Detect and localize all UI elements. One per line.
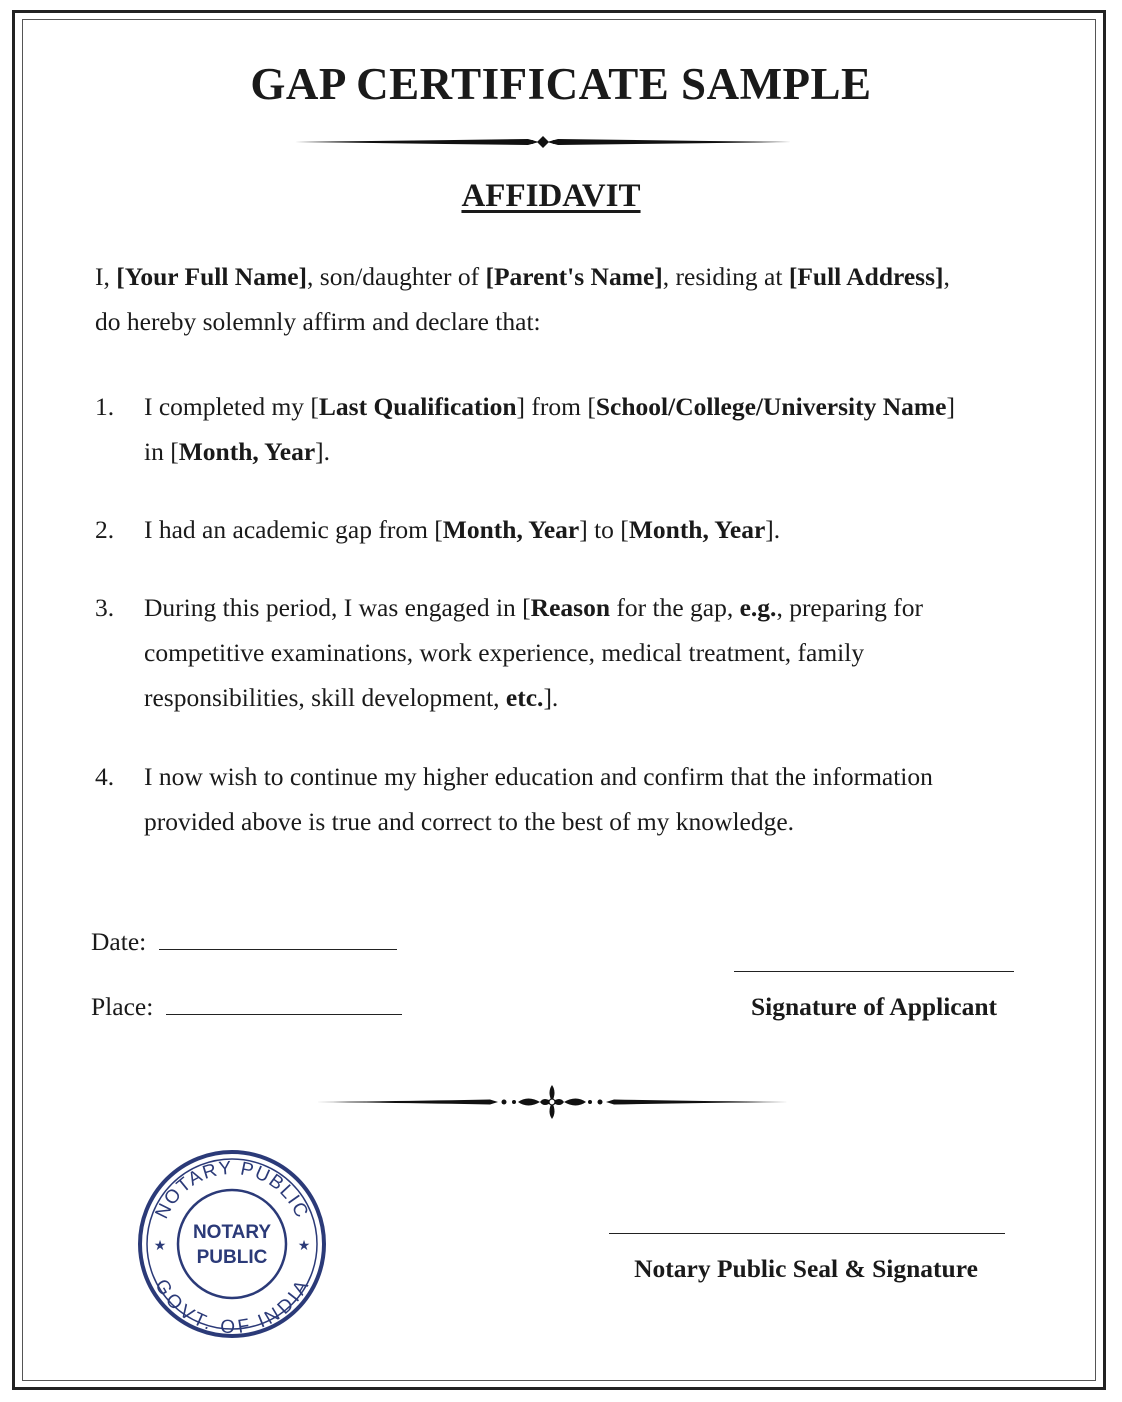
eg-text: e.g. [739, 593, 777, 622]
page-title: GAP CERTIFICATE SAMPLE [250, 59, 872, 109]
institution-placeholder: School/College/University Name [595, 392, 947, 421]
place-label: Place: [91, 992, 154, 1021]
item-text: , preparing for [776, 593, 924, 622]
item-text: provided above is true and correct to the best of my knowledge. [144, 807, 795, 836]
affidavit-heading: AFFIDAVIT [461, 178, 641, 214]
list-text [144, 754, 1034, 844]
date-field [91, 927, 397, 957]
seal-center-line-1: NOTARY [192, 1222, 272, 1243]
ornament-divider-bottom [314, 1082, 790, 1122]
intro-text: , son/daughter of [307, 262, 486, 291]
list-number: 2. [95, 515, 115, 544]
item-text: I completed my [ [144, 392, 319, 421]
list-number: 1. [95, 392, 115, 421]
intro-text: , [943, 262, 950, 291]
item-text: in [ [144, 437, 179, 466]
place-field [91, 992, 402, 1022]
item-text: competitive examinations, work experience, medical treatment, family [144, 638, 865, 667]
intro-paragraph [95, 254, 1055, 344]
intro-text: I, [95, 262, 117, 291]
item-text: ] to [ [579, 515, 629, 544]
reason-placeholder: Reason [530, 593, 611, 622]
item-text: for the gap, [610, 593, 740, 622]
address-placeholder: [Full Address] [788, 262, 944, 291]
item-text: I had an academic gap from [ [144, 515, 443, 544]
notary-seal-stamp [136, 1148, 328, 1340]
list-text [144, 384, 1034, 474]
date-blank-line[interactable] [159, 927, 397, 950]
list-text [144, 585, 1034, 720]
list-number: 4. [95, 762, 115, 791]
item-text: ] [946, 392, 955, 421]
list-text [144, 507, 1034, 552]
item-text: ]. [315, 437, 331, 466]
star-icon: ★ [297, 1239, 311, 1254]
item-text: I now wish to continue my higher education and confirm that the information [144, 762, 933, 791]
parent-name-placeholder: [Parent's Name] [485, 262, 663, 291]
item-text: ]. [765, 515, 781, 544]
place-blank-line[interactable] [166, 992, 402, 1015]
item-text: ]. [543, 683, 559, 712]
intro-line-2: do hereby solemnly affirm and declare that: [95, 307, 541, 336]
item-text: During this period, I was engaged in [ [144, 593, 531, 622]
seal-bottom-arc-text: GOVT. OF INDIA [150, 1275, 314, 1339]
notary-signature-caption: Notary Public Seal & Signature [634, 1254, 978, 1283]
name-placeholder: [Your Full Name] [116, 262, 308, 291]
intro-line-1 [95, 254, 1055, 299]
date-placeholder: Month, Year [178, 437, 316, 466]
qualification-placeholder: Last Qualification [318, 392, 517, 421]
etc-text: etc. [505, 683, 544, 712]
seal-top-arc-text: NOTARY PUBLIC [151, 1157, 313, 1223]
list-number: 3. [95, 593, 115, 622]
gap-end-placeholder: Month, Year [628, 515, 766, 544]
intro-text: , residing at [662, 262, 789, 291]
item-text: responsibilities, skill development, [144, 683, 506, 712]
applicant-signature-caption: Signature of Applicant [750, 992, 998, 1021]
star-icon: ★ [153, 1239, 167, 1254]
date-label: Date: [91, 927, 147, 956]
item-text: ] from [ [516, 392, 596, 421]
seal-center-line-2: PUBLIC [196, 1247, 268, 1268]
ornament-divider-top [293, 130, 793, 154]
applicant-signature-line[interactable] [734, 971, 1014, 972]
gap-start-placeholder: Month, Year [442, 515, 580, 544]
notary-signature-line[interactable] [609, 1233, 1005, 1234]
